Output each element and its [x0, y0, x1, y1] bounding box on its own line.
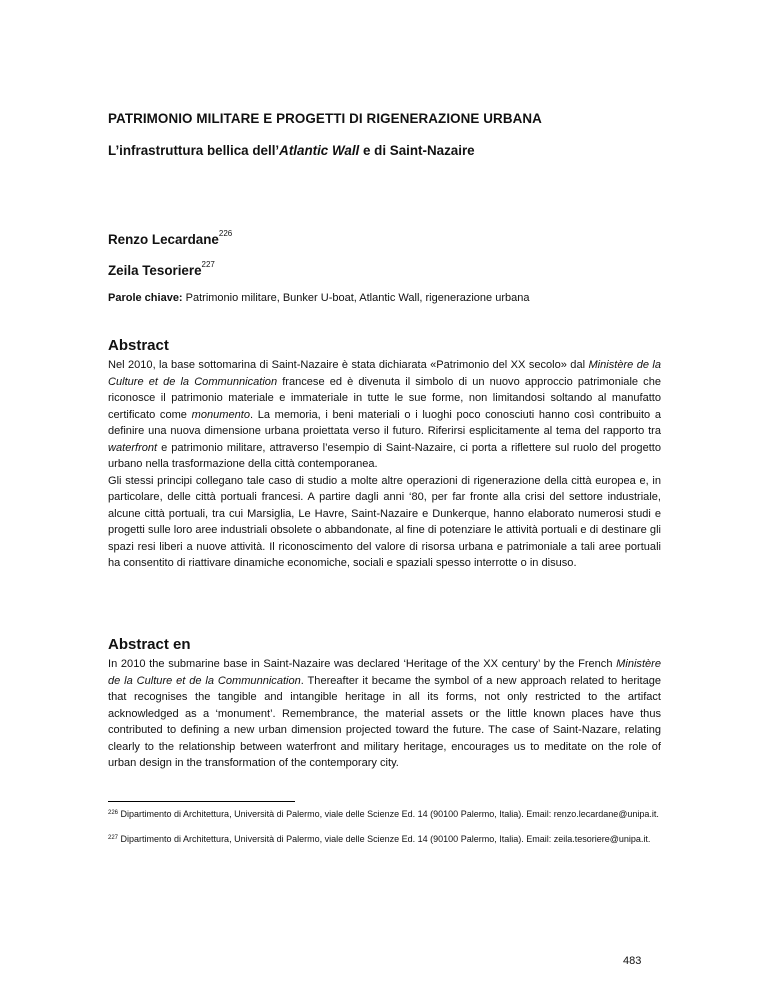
italic-run: monumento — [191, 408, 250, 421]
text-run: . Thereafter it became the symbol of a new approach related to heritage that recognises the tangible and intangible heritage in all its forms, not only restricted to the artifact acknowledged as a ‘monument’. Remembrance, the material assets or the little known places have thus contributed to defining a new urban dimension projected toward the future. The case of Saint-Nazare, relating clearly to the relationship between waterfront and military heritage, encourages us to meditate on the role of urban design in the transformation of the contemporary city. — [108, 674, 661, 769]
footnote-ref: 227 — [108, 835, 119, 841]
footnote-text: Dipartimento di Architettura, Università di Palermo, viale delle Scienze Ed. 14 (90100 Palermo, Italia). Email: zeila.tesoriere@unipa.it. — [118, 834, 651, 844]
author-name: Renzo Lecardane — [108, 232, 219, 247]
subtitle-post: e di Saint-Nazaire — [359, 143, 475, 158]
italic-run: Ministère de la Culture et de la Communnication — [108, 658, 661, 687]
abstract-en-body — [108, 656, 661, 772]
keywords — [108, 292, 529, 304]
footnote-227 — [108, 833, 668, 846]
page-number: 483 — [623, 955, 642, 967]
text-run: . La memoria, i beni materiali o i luoghi poco conosciuti hanno così contribuito a definire una nuova dimensione urbana proiettata verso il futuro. Riferirsi esplicitamente al tema del rapporto tra — [108, 408, 661, 437]
text-run: In 2010 the submarine base in Saint-Nazaire was declared ‘Heritage of the XX century’ by the French — [108, 658, 617, 670]
author-name: Zeila Tesoriere — [108, 263, 202, 278]
footnote-226 — [108, 808, 668, 821]
paper-title: PATRIMONIO MILITARE E PROGETTI DI RIGENERAZIONE URBANA — [108, 111, 542, 126]
italic-run: waterfront — [108, 441, 158, 454]
text-run: Nel 2010, la base sottomarina di Saint-Nazaire è stata dichiarata «Patrimonio del XX secolo» dal — [108, 359, 589, 371]
keywords-label: Parole chiave: — [108, 292, 183, 304]
keywords-text: Patrimonio militare, Bunker U-boat, Atlantic Wall, rigenerazione urbana — [182, 292, 530, 304]
footnote-text: Dipartimento di Architettura, Università di Palermo, viale delle Scienze Ed. 14 (90100 Palermo, Italia). Email: renzo.lecardane@unipa.it. — [118, 809, 659, 819]
abstract-en-heading: Abstract en — [108, 636, 191, 653]
abstract-body — [108, 357, 661, 572]
abstract-en-paragraph-1 — [108, 656, 661, 772]
author-footnote-ref: 226 — [218, 229, 233, 238]
text-run: francese ed è divenuta il simbolo di un nuovo approccio patrimoniale che riconosce il patrimonio materiale e immateriale in tutte le sue forme, non limitandosi soltando al manufatto certificato come — [108, 375, 661, 421]
abstract-paragraph-1 — [108, 357, 661, 473]
italic-run: Ministère de la Culture et de la Communnication — [108, 359, 661, 388]
abstract-heading: Abstract — [108, 337, 169, 354]
author-1 — [108, 229, 233, 247]
author-2 — [108, 260, 215, 278]
subtitle-pre: L’infrastruttura bellica dell’ — [108, 143, 280, 158]
abstract-paragraph-2: Gli stessi principi collegano tale caso di studio a molte altre operazioni di rigenerazione della città europea e, in particolare, delle città portuali francesi. A partire dagli anni ‘80, per far fronte alla crisi del settore industriale, alcune città portuali, tra cui Marsiglia, Le Havre, Saint-Nazaire e Dunkerque, hanno elaborato numerosi studi e progetti sulle loro aree industriali obsolete o abbandonate, al fine di potenziare le attività portuali e di destinare gli spazi resi liberi a nuove attività. Il riconoscimento del valore di risorsa urbana e patrimoniale a tali aree portuali ha consentito di riattivare dinamiche economiche, sociali e spaziali spesso interrotte o in disuso. — [108, 474, 661, 569]
footnote-separator — [108, 801, 295, 802]
paper-subtitle — [108, 143, 475, 158]
text-run: e patrimonio militare, attraverso l’esempio di Saint-Nazaire, ci porta a riflettere sul ruolo del progetto urbano nella trasformazione della città contemporanea. — [108, 441, 661, 470]
author-footnote-ref: 227 — [201, 260, 215, 269]
footnote-ref: 226 — [108, 810, 119, 816]
subtitle-emphasis: Atlantic Wall — [279, 143, 360, 158]
